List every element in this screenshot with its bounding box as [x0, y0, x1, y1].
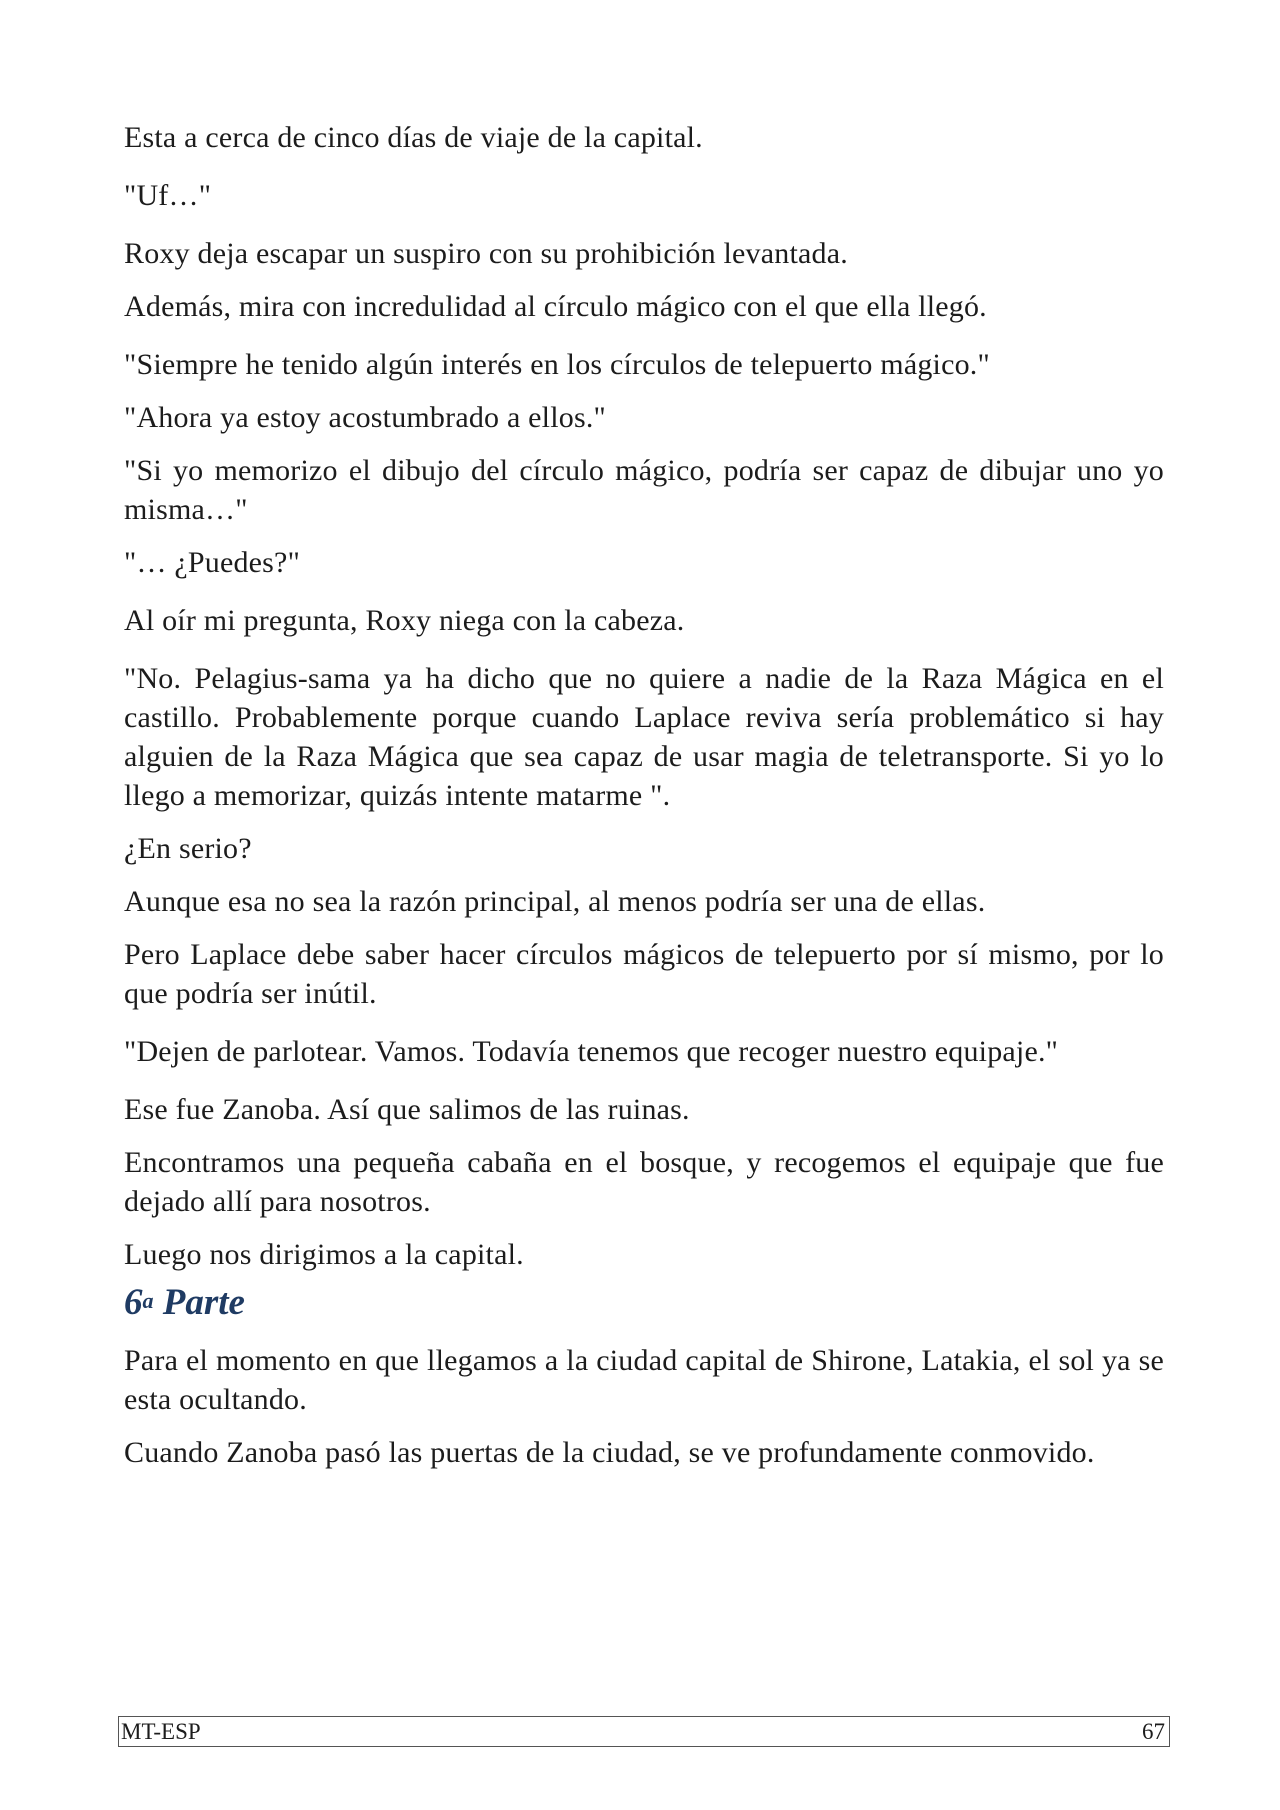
- paragraph-9: Al oír mi pregunta, Roxy niega con la cabeza.: [124, 604, 685, 637]
- paragraph-16: Encontramos una pequeña cabaña en el bosque, y recogemos el equipaje que fue dejado allí para nosotros.: [124, 1146, 1164, 1218]
- paragraph-15: Ese fue Zanoba. Así que salimos de las ruinas.: [124, 1093, 690, 1126]
- section-title: Parte: [162, 1282, 245, 1323]
- section-number: 6: [124, 1282, 143, 1323]
- paragraph-12: Aunque esa no sea la razón principal, al menos podría ser una de ellas.: [124, 885, 986, 918]
- paragraph-17: Luego nos dirigimos a la capital.: [124, 1238, 524, 1271]
- page-body: [124, 118, 1164, 1472]
- paragraph-10: "No. Pelagius-sama ya ha dicho que no quiere a nadie de la Raza Mágica en el castillo. Probablemente porque cuando Laplace reviva sería problemático si hay alguien de la Raza Mágica que sea capaz de usar magia de teletransporte. Si yo lo llego a memorizar, quizás intente matarme ".: [124, 662, 1164, 812]
- paragraph-6: "Ahora ya estoy acostumbrado a ellos.": [124, 401, 606, 434]
- section-heading: [124, 1279, 1164, 1327]
- paragraph-2: "Uf…": [124, 179, 212, 212]
- paragraph-3: Roxy deja escapar un suspiro con su prohibición levantada.: [124, 237, 848, 270]
- footer-label: MT-ESP: [121, 1719, 201, 1744]
- paragraph-5: "Siempre he tenido algún interés en los círculos de telepuerto mágico.": [124, 348, 990, 381]
- paragraph-1: Esta a cerca de cinco días de viaje de la capital.: [124, 121, 703, 154]
- paragraph-4: Además, mira con incredulidad al círculo mágico con el que ella llegó.: [124, 290, 987, 323]
- paragraph-7: "Si yo memorizo el dibujo del círculo mágico, podría ser capaz de dibujar uno yo misma…": [124, 454, 1164, 526]
- paragraph-8: "… ¿Puedes?": [124, 546, 301, 579]
- paragraph-18: Para el momento en que llegamos a la ciudad capital de Shirone, Latakia, el sol ya se esta ocultando.: [124, 1344, 1164, 1416]
- page-number: 67: [1142, 1719, 1165, 1744]
- page-footer: [118, 1716, 1170, 1747]
- paragraph-14: "Dejen de parlotear. Vamos. Todavía tenemos que recoger nuestro equipaje.": [124, 1035, 1059, 1068]
- section-ordinal: a: [142, 1288, 154, 1313]
- paragraph-19: Cuando Zanoba pasó las puertas de la ciudad, se ve profundamente conmovido.: [124, 1436, 1095, 1469]
- paragraph-11: ¿En serio?: [124, 832, 252, 865]
- paragraph-13: Pero Laplace debe saber hacer círculos mágicos de telepuerto por sí mismo, por lo que podría ser inútil.: [124, 938, 1164, 1010]
